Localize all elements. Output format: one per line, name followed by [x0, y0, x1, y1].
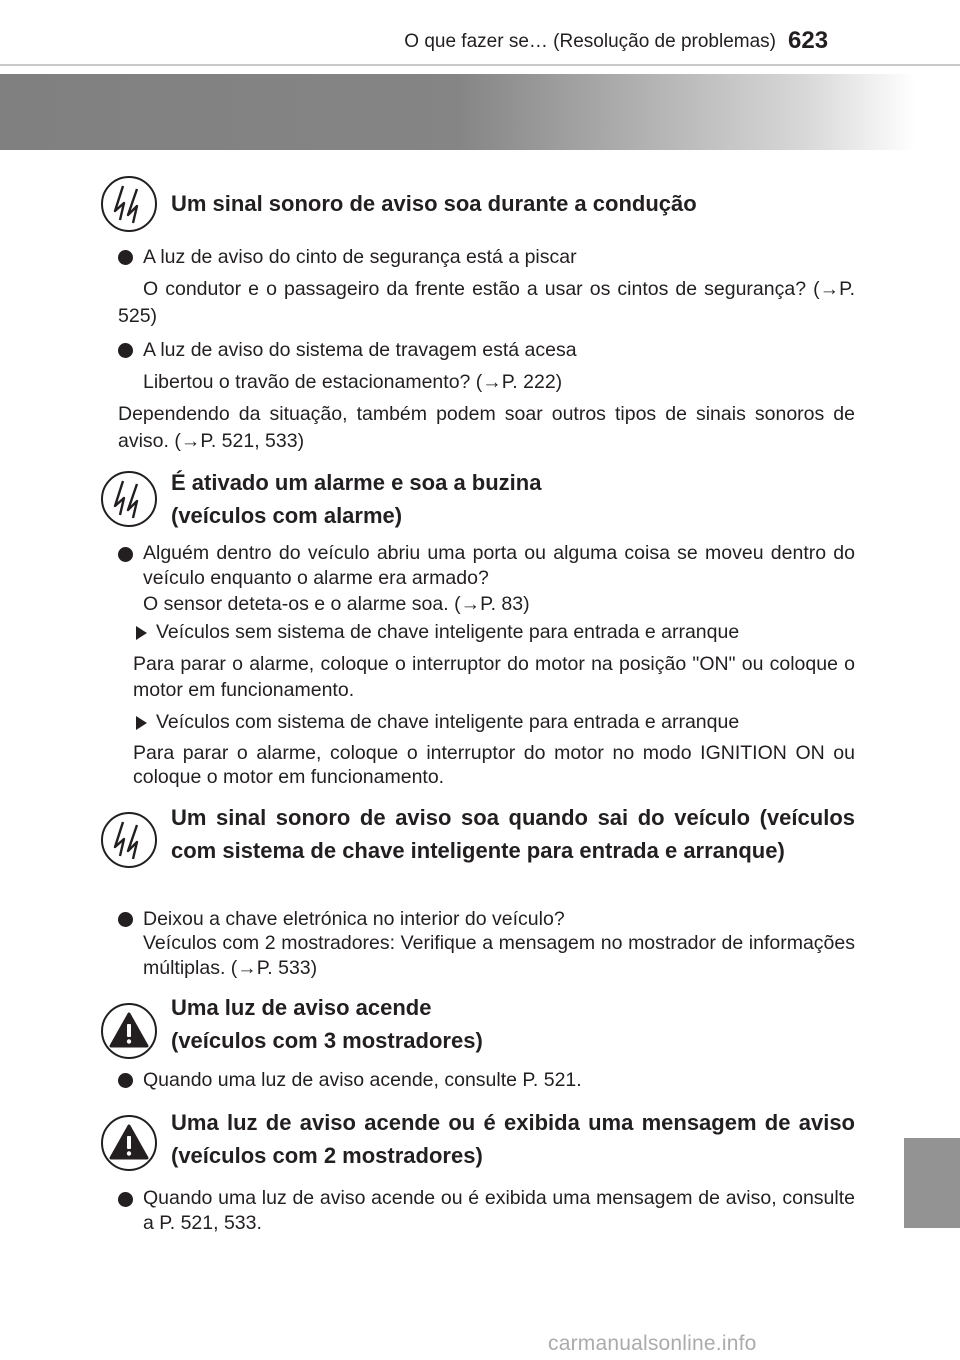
bullet-item: A luz de aviso do sistema de travagem está acesa — [143, 339, 577, 361]
heading-line: É ativado um alarme e soa a buzina — [171, 470, 542, 495]
heading-line: (veículos com 3 mostradores) — [171, 1028, 483, 1053]
arrow-marker-icon — [136, 716, 147, 730]
chapter-tab — [904, 1138, 960, 1228]
bullet-icon — [118, 1073, 133, 1088]
section-heading-warning-buzzer-driving: Um sinal sonoro de aviso soa durante a condução — [171, 191, 697, 216]
bullet-icon — [118, 1192, 133, 1207]
section-heading-warning-light-message-2-displays: Uma luz de aviso acende ou é exibida uma mensagem de aviso (veículos com 2 mostradores) — [171, 1110, 855, 1168]
warning-triangle-icon — [100, 1002, 158, 1060]
section-heading-buzzer-exit-vehicle: Um sinal sonoro de aviso soa quando sai do veículo (veículos com sistema de chave inteligente para entrada e arranque) — [171, 805, 855, 863]
watermark: carmanualsonline.info — [548, 1332, 757, 1355]
bullet-item: Quando uma luz de aviso acende ou é exibida uma mensagem de aviso, consulte a P. 521, 533. — [143, 1187, 855, 1234]
page-number: 623 — [788, 27, 829, 54]
bullet-item: Alguém dentro do veículo abriu uma porta ou alguma coisa se moveu dentro do veículo enquanto o alarme era armado? — [143, 542, 855, 589]
sub-item-label: Veículos sem sistema de chave inteligente para entrada e arranque — [156, 621, 740, 643]
header-divider — [0, 64, 960, 66]
warning-triangle-icon — [100, 1114, 158, 1172]
bullet-icon — [118, 547, 133, 562]
bullet-icon — [118, 912, 133, 927]
bullet-item-text: O sensor deteta-os e o alarme soa. (→P. 83) — [143, 593, 530, 615]
sub-item-label: Veículos com sistema de chave inteligente para entrada e arranque — [156, 711, 740, 733]
bullet-item-text: Veículos com 2 mostradores: Verifique a mensagem no mostrador de informações múltiplas. (→P. 533) — [143, 932, 855, 979]
bullet-item: Deixou a chave eletrónica no interior do veículo? — [143, 908, 565, 930]
heading-line: (veículos com alarme) — [171, 503, 403, 528]
running-header-title: O que fazer se… (Resolução de problemas) — [404, 31, 776, 52]
note-text: Dependendo da situação, também podem soar outros tipos de sinais sonoros de aviso. (→P. 521, 533) — [118, 403, 855, 452]
section-heading-warning-light-3-displays — [171, 991, 861, 1057]
sub-item-text: Para parar o alarme, coloque o interruptor do motor na posição "ON" ou coloque o motor em funcionamento. — [133, 653, 855, 701]
sub-item-text: Para parar o alarme, coloque o interruptor do motor no modo IGNITION ON ou coloque o motor em funcionamento. — [133, 742, 855, 788]
bullet-item-text: O condutor e o passageiro da frente estão a usar os cintos de segurança? (→P. 525) — [118, 278, 855, 327]
lightning-alert-icon — [100, 811, 158, 869]
bullet-item: A luz de aviso do cinto de segurança está a piscar — [143, 246, 577, 268]
section-banner — [0, 74, 916, 150]
lightning-alert-icon — [100, 175, 158, 233]
arrow-marker-icon — [136, 626, 147, 640]
heading-line: Uma luz de aviso acende — [171, 995, 432, 1020]
bullet-icon — [118, 343, 133, 358]
lightning-alert-icon — [100, 470, 158, 528]
section-heading-alarm-horn — [171, 466, 861, 532]
bullet-item: Quando uma luz de aviso acende, consulte P. 521. — [143, 1069, 582, 1091]
bullet-icon — [118, 250, 133, 265]
bullet-item-text: Libertou o travão de estacionamento? (→P. 222) — [143, 371, 563, 393]
